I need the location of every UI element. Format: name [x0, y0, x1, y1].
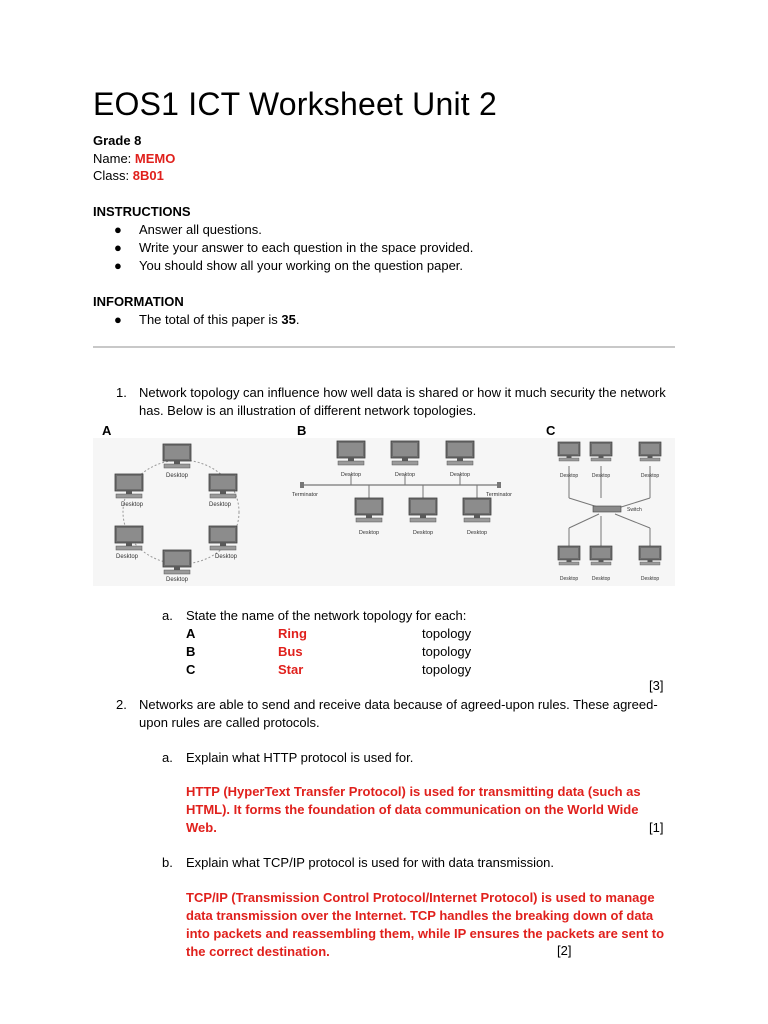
- terminator-label: Terminator: [486, 492, 512, 498]
- question-2: [116, 696, 674, 732]
- desktop-icon: [115, 526, 143, 550]
- instruction-text: You should show all your working on the question paper.: [139, 258, 464, 273]
- desktop-icon: [409, 498, 437, 522]
- row-suffix: topology: [422, 662, 472, 677]
- question-2b: [162, 854, 554, 872]
- bullet-icon: ●: [114, 240, 122, 255]
- node-label: Desktop: [120, 502, 144, 508]
- node-label: Desktop: [394, 472, 416, 478]
- node-label: Desktop: [449, 472, 471, 478]
- node-label: Desktop: [208, 502, 232, 508]
- row-label: A: [186, 626, 196, 641]
- name-label: Name:: [93, 151, 132, 166]
- part-letter: a.: [162, 750, 173, 765]
- node-label: Desktop: [591, 576, 611, 582]
- terminator-label: Terminator: [292, 492, 318, 498]
- node-label: Desktop: [640, 576, 660, 582]
- total-suffix: .: [295, 312, 300, 327]
- desktop-icon: [639, 546, 661, 565]
- question-number: 2.: [116, 697, 127, 712]
- information-heading: INFORMATION: [93, 294, 184, 309]
- node-label: Desktop: [559, 473, 579, 479]
- part-letter: a.: [162, 608, 173, 623]
- bullet-icon: ●: [114, 222, 122, 237]
- switch-icon: [593, 506, 621, 512]
- node-label: Desktop: [165, 577, 189, 583]
- class-value: 8B01: [132, 168, 164, 183]
- marks-q2a: [1]: [649, 820, 664, 835]
- node-label: Desktop: [466, 530, 488, 536]
- question-1a: [162, 607, 466, 625]
- part-text: State the name of the network topology for each:: [186, 608, 467, 623]
- grade-label: Grade 8: [93, 133, 142, 148]
- bullet-icon: ●: [114, 258, 122, 273]
- desktop-icon: [115, 474, 143, 498]
- node-label: Desktop: [591, 473, 611, 479]
- row-suffix: topology: [422, 644, 472, 659]
- desktop-icon: [639, 442, 661, 461]
- node-label: Desktop: [214, 554, 238, 560]
- row-answer: Bus: [278, 644, 303, 659]
- class-label: Class:: [93, 168, 130, 183]
- instruction-item: [114, 239, 473, 257]
- node-label: Desktop: [340, 472, 362, 478]
- figure-label-b: B: [297, 423, 307, 438]
- part-text: Explain what TCP/IP protocol is used for with data transmission.: [186, 855, 555, 870]
- figure-label-c: C: [546, 423, 556, 438]
- row-label: B: [186, 644, 196, 659]
- desktop-icon: [590, 546, 612, 565]
- desktop-icon: [558, 546, 580, 565]
- desktop-icon: [209, 474, 237, 498]
- name-line: [93, 150, 175, 168]
- desktop-icon: [558, 442, 580, 461]
- desktop-icon: [163, 444, 191, 468]
- switch-label: Switch: [627, 507, 642, 513]
- marks-q2b: [2]: [557, 943, 572, 958]
- question-2a: [162, 749, 413, 767]
- total-value: 35: [281, 312, 296, 327]
- question-1: [116, 384, 674, 420]
- node-label: Desktop: [115, 554, 139, 560]
- information-item: [114, 311, 299, 329]
- class-line: [93, 167, 164, 185]
- node-label: Desktop: [412, 530, 434, 536]
- desktop-icon: [163, 550, 191, 574]
- node-label: Desktop: [358, 530, 380, 536]
- star-topology-diagram: [558, 442, 661, 582]
- desktop-icon: [337, 441, 365, 465]
- bus-topology-diagram: [292, 441, 512, 536]
- question-text: Networks are able to send and receive data because of agreed-upon rules. These agreed-upon rules are called protocols.: [139, 697, 658, 730]
- bullet-icon: ●: [114, 312, 122, 327]
- desktop-icon: [590, 442, 612, 461]
- instruction-text: Write your answer to each question in the space provided.: [139, 240, 474, 255]
- row-answer: Star: [278, 662, 304, 677]
- row-answer: Ring: [278, 626, 307, 641]
- name-value: MEMO: [134, 151, 176, 166]
- figure-label-a: A: [102, 423, 112, 438]
- ring-topology-diagram: [115, 444, 239, 583]
- topology-diagrams: [93, 438, 675, 586]
- question-number: 1.: [116, 385, 127, 400]
- node-label: Desktop: [640, 473, 660, 479]
- part-letter: b.: [162, 855, 173, 870]
- desktop-icon: [355, 498, 383, 522]
- instruction-text: Answer all questions.: [139, 222, 262, 237]
- row-suffix: topology: [422, 626, 472, 641]
- desktop-icon: [463, 498, 491, 522]
- total-prefix: The total of this paper is: [139, 312, 278, 327]
- page-title: EOS1 ICT Worksheet Unit 2: [93, 86, 497, 122]
- answer-2b: TCP/IP (Transmission Control Protocol/Internet Protocol) is used to manage data transmission over the Internet. TCP handles the breaking down of data into packets and reassembling them, while IP ensures the packets are sent to the correct destination.: [186, 890, 665, 959]
- instruction-item: [114, 257, 463, 275]
- node-label: Desktop: [559, 576, 579, 582]
- part-text: Explain what HTTP protocol is used for.: [186, 750, 414, 765]
- instruction-item: [114, 221, 262, 239]
- row-label: C: [186, 662, 196, 677]
- marks-q1a: [3]: [649, 678, 664, 693]
- question-text: Network topology can influence how well data is shared or how it much security the network has. Below is an illustration of different network topologies.: [139, 385, 666, 418]
- instructions-heading: INSTRUCTIONS: [93, 204, 191, 219]
- answer-2a: HTTP (HyperText Transfer Protocol) is used for transmitting data (such as HTML). It forms the foundation of data communication on the World Wide Web.: [186, 784, 641, 835]
- desktop-icon: [391, 441, 419, 465]
- section-divider: [93, 346, 675, 348]
- desktop-icon: [209, 526, 237, 550]
- desktop-icon: [446, 441, 474, 465]
- node-label: Desktop: [165, 473, 189, 479]
